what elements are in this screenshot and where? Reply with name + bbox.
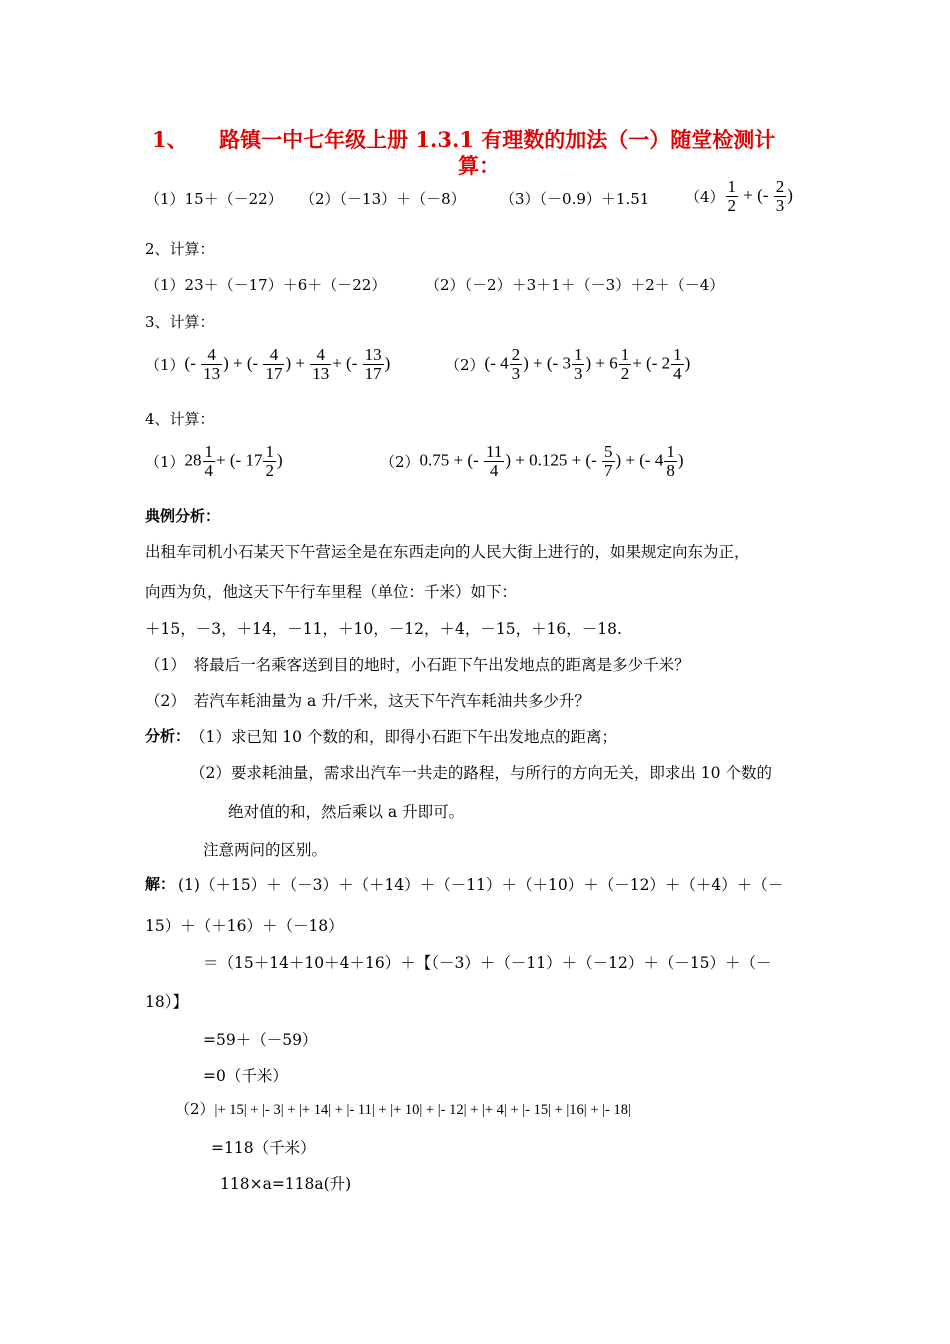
q1-part4: （4） $\frac{1}{2}$ + (- $\frac{2}{3}$ ) [685,177,793,215]
solution-line6: =0（千米） [203,1067,288,1085]
q3-heading: 3、计算： [145,313,215,331]
solution-line8: =118（千米） [211,1139,316,1157]
q1-part1: （1）15＋（－22） [145,190,283,208]
q3-part2: （2）(- 4 $\frac{2}{3}$ ) + (- 3 $\frac{1}{3}$ ) + 6 $\frac{1}{2}$ + (- 2 $\frac{1}{4}$ ) [445,345,691,383]
example-line3: ＋15，－3，＋14，－11，＋10，－12，＋4，－15，＋16，－18. [145,620,622,638]
solution-line4: 18）】 [145,993,188,1011]
page-title-line2: 算： [458,153,500,178]
example-heading: 典例分析： [145,507,221,525]
solution-line5: =59＋（－59） [203,1031,318,1049]
example-line5: （2） 若汽车耗油量为 a 升/千米，这天下午汽车耗油共多少升？ [145,692,590,710]
q4-part2: （2）0.75 + (- $\frac{11}{4}$ ) + 0.125 + (- $\frac{5}{7}$ ) + (- 4 $\frac{1}{8}$ ) [380,442,684,480]
q1-part2: （2）（－13）＋（－8） [300,190,466,208]
solution-line2: 15）＋（＋16）＋（－18） [145,917,344,935]
solution-label: 解： [145,875,176,893]
q4-heading: 4、计算： [145,410,215,428]
q2-heading: 2、计算： [145,240,215,258]
q4-part1: （1）28 $\frac{1}{4}$ + (- 17 $\frac{1}{2}$ ) [145,442,283,480]
analysis-label: 分析： [145,727,191,745]
example-line2: 向西为负，他这天下午行车里程（单位：千米）如下： [145,583,518,601]
solution-line1: (1)（＋15）＋（－3）＋（＋14）＋（－11）＋（＋10）＋（－12）＋（＋4）＋（－ [178,876,784,894]
solution-line7: （2）|+ 15| + |- 3| + |+ 14| + |- 11| + |+ 10| + |- 12| + |+ 4| + |- 15| + |16| + |- 18| [175,1100,631,1118]
q1-part3: （3）（－0.9）＋1.51 [500,190,650,208]
example-line4: （1） 将最后一名乘客送到目的地时，小石距下午出发地点的距离是多少千米？ [145,656,690,674]
solution-line9: 118×a=118a(升) [220,1175,352,1193]
q2-part1: （1）23＋（－17）＋6＋（－22） [145,276,387,294]
q2-part2: （2）（－2）＋3＋1＋（－3）＋2＋（－4） [425,276,725,294]
analysis-line4: 注意两问的区别。 [203,841,328,859]
analysis-line3: 绝对值的和，然后乘以 a 升即可。 [228,803,465,821]
solution-line3: ＝（15＋14＋10＋4＋16）＋【（－3）＋（－11）＋（－12）＋（－15）＋（－ [203,954,772,972]
example-line1: 出租车司机小石某天下午营运全是在东西走向的人民大街上进行的，如果规定向东为正， [145,543,750,561]
analysis-line2: （2）要求耗油量，需求出汽车一共走的路程，与所行的方向无关，即求出 10 个数的 [190,764,772,782]
analysis-line1: （1）求已知 10 个数的和，即得小石距下午出发地点的距离； [190,728,617,746]
page-title-line1: 1、 路镇一中七年级上册 1.3.1 有理数的加法（一）随堂检测计 [152,127,776,152]
q3-part1: （1）(- $\frac{4}{13}$ ) + (- $\frac{4}{17}$ ) + $\frac{4}{13}$ + (- $\frac{13}{17}$ ) [145,345,391,383]
